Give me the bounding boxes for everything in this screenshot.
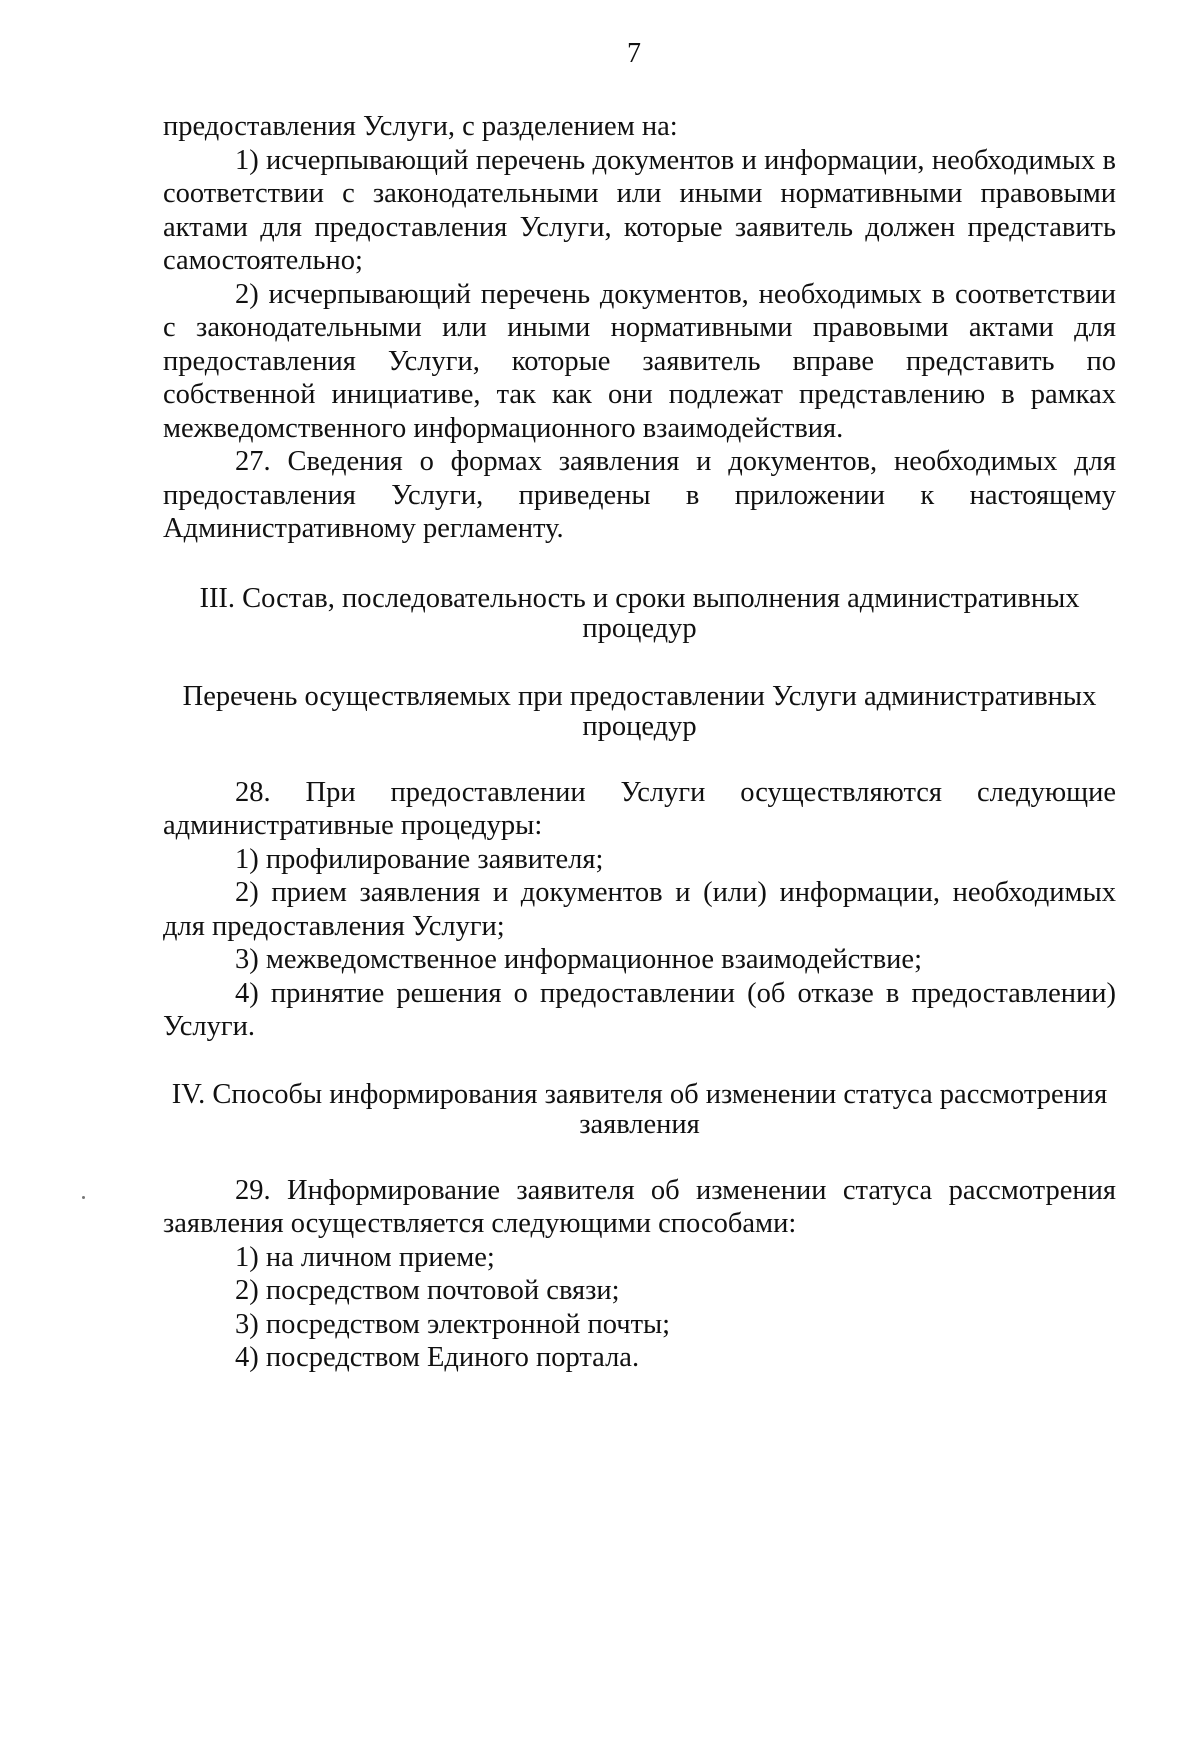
section-4-heading: IV. Способы информирования заявителя об изменении статуса рассмотрения заявления xyxy=(171,1078,1108,1140)
method-item-4: 4) посредством Единого портала. xyxy=(235,1342,640,1373)
paragraph-29: 29. Информирование заявителя об изменении статуса рассмотрения заявления осуществляется следующими способами: xyxy=(163,1174,1116,1239)
list-item-2: 2) исчерпывающий перечень документов, необходимых в соответствии с законодательными или иными нормативными правовыми актами для предоставления Услуги, которые заявитель вправе представить по собственной инициативе, так как они подлежат представлению в рамках межведомственного информационного взаимодействия. xyxy=(163,278,1116,444)
document-body xyxy=(163,110,1116,1375)
method-item-1: 1) на личном приеме; xyxy=(235,1241,495,1273)
procedure-item-4: 4) принятие решения о предоставлении (об отказе в предоставлении) Услуги. xyxy=(163,977,1116,1042)
method-item-3: 3) посредством электронной почты; xyxy=(235,1308,671,1340)
page-number: 7 xyxy=(627,38,641,69)
section-3-heading: III. Состав, последовательность и сроки выполнения административных процедур xyxy=(199,582,1080,644)
list-item-1: 1) исчерпывающий перечень документов и информации, необходимых в соответствии с законодательными или иными нормативными правовыми актами для предоставления Услуги, которые заявитель должен представить самостоятельно; xyxy=(163,144,1116,276)
procedure-item-1: 1) профилирование заявителя; xyxy=(235,843,604,875)
paragraph-27: 27. Сведения о формах заявления и документов, необходимых для предоставления Услуги, приведены в приложении к настоящему Административному регламенту. xyxy=(163,446,1116,544)
paragraph-continuation: предоставления Услуги, с разделением на: xyxy=(163,111,678,142)
procedure-item-2: 2) прием заявления и документов и (или) информации, необходимых для предоставления Услуги; xyxy=(163,877,1116,942)
scan-artifact-dot xyxy=(82,1196,85,1199)
procedure-item-3: 3) межведомственное информационное взаимодействие; xyxy=(235,944,922,975)
paragraph-28: 28. При предоставлении Услуги осуществляются следующие административные процедуры: xyxy=(163,776,1116,841)
section-3-subheading: Перечень осуществляемых при предоставлении Услуги административных процедур xyxy=(182,680,1097,742)
method-item-2: 2) посредством почтовой связи; xyxy=(235,1275,620,1306)
